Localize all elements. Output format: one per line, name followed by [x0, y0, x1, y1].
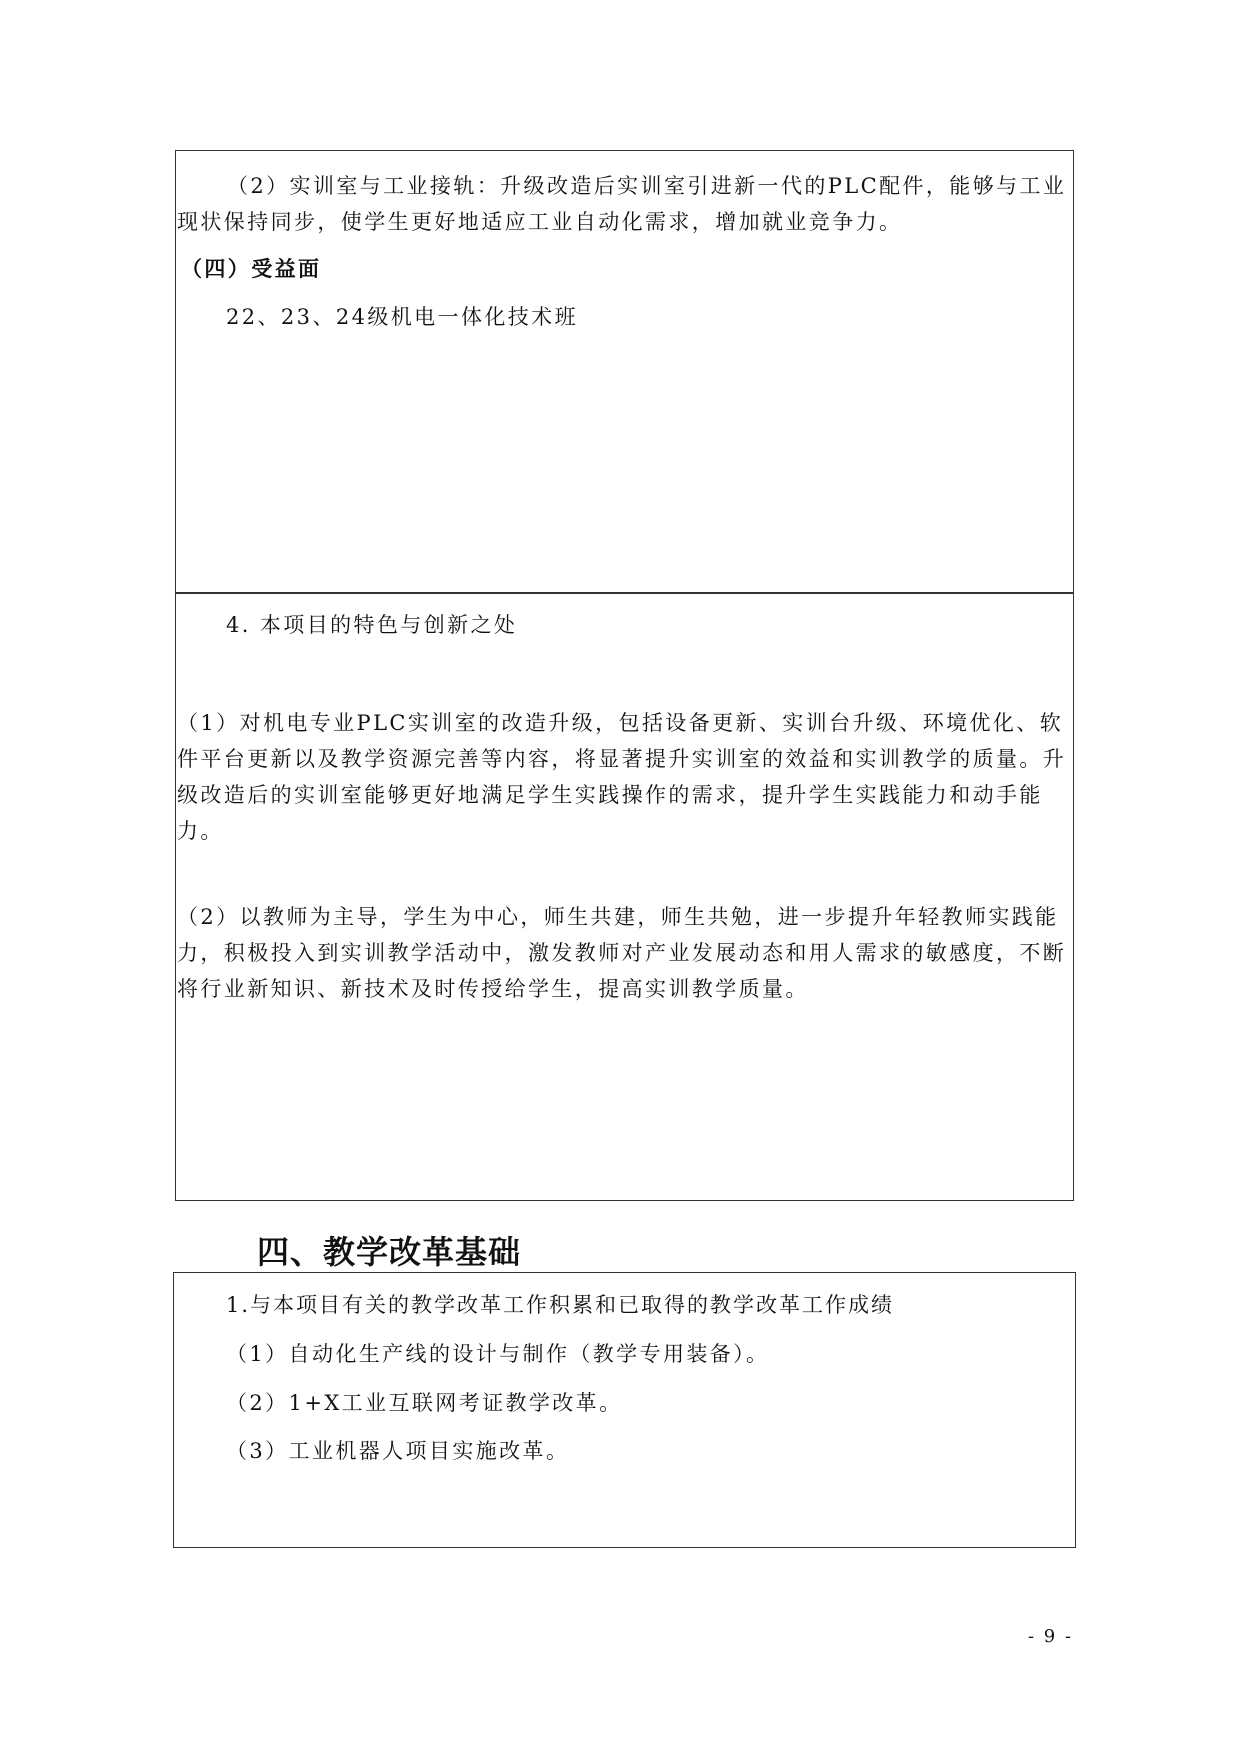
paragraph-innovation-2: （2）以教师为主导，学生为中心，师生共建，师生共勉，进一步提升年轻教师实践能力，积极投入到实训教学活动中，激发教师对产业发展动态和用人需求的敏感度，不断将行业新知识、新技术及时传授给学生，提高实训教学质量。 — [177, 905, 1067, 1001]
table-cell-benefits — [175, 150, 1074, 594]
innovation-title: 4. 本项目的特色与创新之处 — [226, 613, 518, 637]
reform-item: （3）工业机器人项目实施改革。 — [226, 1439, 570, 1463]
reform-item: （1）自动化生产线的设计与制作（教学专用装备）。 — [226, 1342, 770, 1366]
beneficiaries-text: 22、23、24级机电一体化技术班 — [226, 305, 578, 329]
reform-item: （2）1+X工业互联网考证教学改革。 — [226, 1391, 623, 1415]
table-cell-innovation — [175, 592, 1074, 1201]
paragraph-lab-industry: （2）实训室与工业接轨：升级改造后实训室引进新一代的PLC配件，能够与工业现状保持同步，使学生更好地适应工业自动化需求，增加就业竞争力。 — [177, 174, 1067, 234]
section-heading: 四、教学改革基础 — [257, 1233, 522, 1271]
paragraph-innovation-1: （1）对机电专业PLC实训室的改造升级，包括设备更新、实训台升级、环境优化、软件平台更新以及教学资源完善等内容，将显著提升实训室的效益和实训教学的质量。升级改造后的实训室能够更好地满足学生实践操作的需求，提升学生实践能力和动手能力。 — [177, 711, 1067, 843]
subheading-beneficiaries: （四）受益面 — [181, 257, 322, 281]
page-number: - 9 - — [1028, 1626, 1074, 1647]
table-cell-reform — [173, 1272, 1076, 1548]
reform-title: 1.与本项目有关的教学改革工作积累和已取得的教学改革工作成绩 — [226, 1293, 895, 1317]
